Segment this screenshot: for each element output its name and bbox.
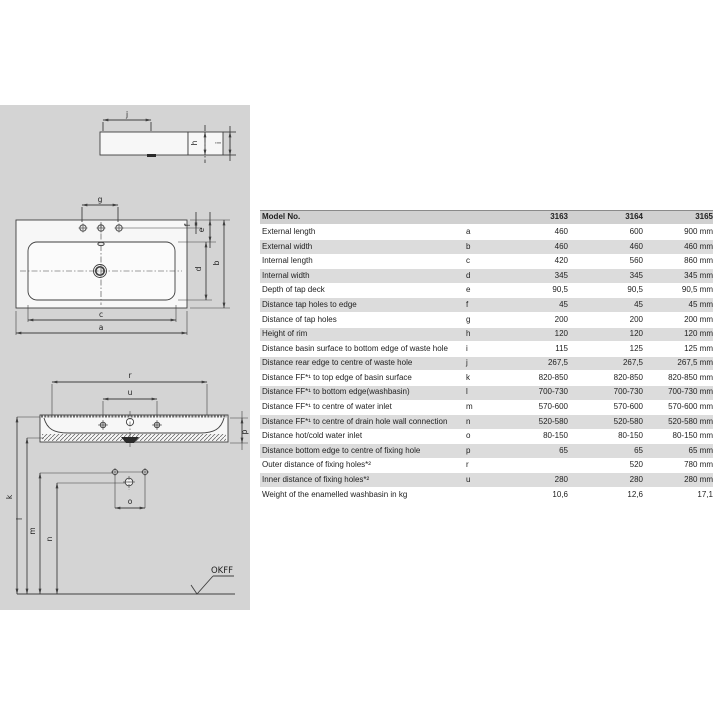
table-row: [260, 255, 713, 270]
spec-value-3164: 45: [634, 299, 643, 309]
table-row: [260, 269, 713, 284]
dim-label-g: g: [97, 195, 103, 204]
table-row: [260, 459, 713, 474]
table-row: [260, 328, 713, 343]
spec-name: Inner distance of fixing holes*²: [262, 475, 370, 485]
spec-value-3165: 280 mm: [684, 475, 713, 485]
header-model-no: Model No.: [262, 212, 301, 222]
spec-name: Outer distance of fixing holes*²: [262, 460, 371, 470]
spec-value-3163: 420: [554, 256, 568, 266]
spec-value-3163: 120: [554, 329, 568, 339]
spec-value-3163: 267,5: [547, 358, 568, 368]
spec-name: Distance FF*¹ to centre of water inlet: [262, 402, 392, 412]
dim-label-a: a: [98, 323, 104, 332]
spec-value-3164: 120: [629, 329, 643, 339]
spec-letter: g: [466, 314, 471, 324]
spec-value-3164: 460: [629, 241, 643, 251]
spec-letter: b: [466, 241, 471, 251]
spec-name: Depth of tap deck: [262, 285, 325, 295]
spec-value-3165: 520-580 mm: [668, 416, 713, 426]
spec-letter: o: [466, 431, 471, 441]
dim-label-m: m: [28, 527, 37, 535]
spec-name: Distance bottom edge to centre of fixing hole: [262, 445, 421, 455]
spec-value-3163: 90,5: [552, 285, 568, 295]
spec-value-3165: 267,5 mm: [677, 358, 713, 368]
table-row: [260, 401, 713, 416]
spec-value-3163: 80-150: [543, 431, 568, 441]
table-row: [260, 298, 713, 313]
dim-label-l: l: [15, 517, 24, 521]
spec-value-3164: 200: [629, 314, 643, 324]
table-row: [260, 357, 713, 372]
spec-name: Distance tap holes to edge: [262, 299, 357, 309]
spec-name: Distance of tap holes: [262, 314, 337, 324]
spec-value-3164: 700-730: [613, 387, 643, 397]
spec-name: Distance FF*¹ to bottom edge(washbasin): [262, 387, 410, 397]
table-header-row: [260, 210, 713, 225]
spec-letter: h: [466, 329, 471, 339]
spec-letter: p: [466, 445, 471, 455]
spec-name: Height of rim: [262, 329, 308, 339]
dim-label-b: b: [212, 260, 221, 266]
spec-value-3165: 900 mm: [684, 226, 713, 236]
dim-label-d: d: [194, 266, 203, 272]
spec-letter: u: [466, 475, 471, 485]
spec-value-3163: 345: [554, 270, 568, 280]
spec-value-3165: 570-600 mm: [668, 402, 713, 412]
spec-value-3164: 820-850: [613, 372, 643, 382]
dim-label-j: j: [125, 110, 129, 119]
spec-value-3164: 125: [629, 343, 643, 353]
spec-value-3165: 45 mm: [688, 299, 713, 309]
spec-letter: k: [466, 372, 470, 382]
spec-letter: i: [466, 343, 468, 353]
spec-name: External length: [262, 226, 316, 236]
dim-label-u: u: [127, 388, 133, 397]
spec-value-3165: 860 mm: [684, 256, 713, 266]
side-view-drain-mark: [147, 154, 156, 157]
floor-level-label: OKFF: [210, 566, 234, 576]
spec-value-3164: 560: [629, 256, 643, 266]
spec-value-3165: 90,5 mm: [681, 285, 713, 295]
spec-letter: l: [466, 387, 468, 397]
table-row: [260, 371, 713, 386]
spec-value-3164: 520: [629, 460, 643, 470]
spec-value-3163: 10,6: [552, 489, 568, 499]
spec-value-3165: 460 mm: [684, 241, 713, 251]
spec-value-3163: 115: [555, 343, 568, 353]
spec-value-3165: 120 mm: [684, 329, 713, 339]
spec-value-3163: 280: [554, 475, 568, 485]
table-row: [260, 473, 713, 488]
header-model-3164: 3164: [625, 212, 643, 222]
dim-label-k: k: [5, 494, 14, 500]
spec-value-3163: 200: [554, 314, 568, 324]
washbasin-technical-drawing: [0, 105, 250, 610]
table-row: [260, 225, 713, 240]
spec-value-3163: 460: [554, 226, 568, 236]
spec-value-3165: 780 mm: [684, 460, 713, 470]
spec-value-3164: 570-600: [613, 402, 643, 412]
spec-table: [260, 210, 713, 503]
table-row: [260, 488, 713, 503]
dim-label-c: c: [98, 310, 104, 319]
spec-value-3165: 17,1: [697, 489, 713, 499]
spec-value-3163: 65: [559, 445, 568, 455]
header-model-3163: 3163: [550, 212, 568, 222]
spec-value-3164: 12,6: [627, 489, 643, 499]
table-row: [260, 284, 713, 299]
floor-level-symbol: [191, 576, 213, 594]
spec-value-3164: 345: [629, 270, 643, 280]
dim-label-e: e: [197, 227, 206, 233]
spec-value-3163: 520-580: [538, 416, 568, 426]
spec-value-3165: 820-850 mm: [668, 372, 713, 382]
spec-value-3163: 570-600: [538, 402, 568, 412]
table-row: [260, 415, 713, 430]
table-row: [260, 430, 713, 445]
spec-value-3165: 345 mm: [684, 270, 713, 280]
spec-value-3165: 700-730 mm: [668, 387, 713, 397]
spec-value-3165: 200 mm: [684, 314, 713, 324]
spec-name: External width: [262, 241, 313, 251]
dim-label-i: i: [214, 141, 223, 145]
spec-value-3164: 600: [629, 226, 643, 236]
spec-name: Distance FF*¹ to centre of drain hole wall connection: [262, 416, 448, 426]
spec-name: Distance FF*¹ to top edge of basin surface: [262, 372, 412, 382]
spec-value-3164: 280: [629, 475, 643, 485]
spec-letter: a: [466, 226, 471, 236]
spec-letter: e: [466, 285, 471, 295]
dim-label-h: h: [190, 140, 199, 146]
table-row: [260, 386, 713, 401]
dim-label-r: r: [128, 371, 132, 380]
spec-value-3163: 700-730: [538, 387, 568, 397]
spec-name: Distance hot/cold water inlet: [262, 431, 363, 441]
spec-value-3165: 65 mm: [688, 445, 713, 455]
spec-value-3164: 267,5: [622, 358, 643, 368]
table-row: [260, 240, 713, 255]
spec-value-3163: 820-850: [538, 372, 568, 382]
spec-value-3163: 460: [554, 241, 568, 251]
dim-label-f: f: [183, 223, 192, 227]
spec-value-3165: 80-150 mm: [672, 431, 713, 441]
spec-value-3164: 65: [634, 445, 643, 455]
spec-value-3164: 520-580: [613, 416, 643, 426]
spec-value-3164: 90,5: [627, 285, 643, 295]
spec-name: Internal length: [262, 256, 313, 266]
technical-drawing-panel: [0, 105, 250, 610]
table-row: [260, 444, 713, 459]
spec-letter: r: [466, 460, 469, 470]
spec-value-3164: 80-150: [618, 431, 643, 441]
spec-letter: n: [466, 416, 471, 426]
spec-letter: j: [466, 358, 468, 368]
spec-name: Weight of the enamelled washbasin in kg: [262, 489, 408, 499]
dim-label-p: p: [240, 429, 249, 435]
spec-name: Internal width: [262, 270, 310, 280]
table-row: [260, 313, 713, 328]
header-model-3165: 3165: [695, 212, 713, 222]
spec-letter: c: [466, 256, 470, 266]
side-view-body: [100, 132, 188, 155]
spec-letter: m: [466, 402, 473, 412]
table-row: [260, 342, 713, 357]
dim-label-n: n: [45, 536, 54, 542]
spec-letter: f: [466, 299, 469, 309]
spec-value-3163: 45: [559, 299, 568, 309]
spec-name: Distance basin surface to bottom edge of waste hole: [262, 343, 448, 353]
spec-name: Distance rear edge to centre of waste hole: [262, 358, 413, 368]
spec-letter: d: [466, 270, 471, 280]
dim-label-o: o: [127, 497, 133, 506]
spec-value-3165: 125 mm: [684, 343, 713, 353]
